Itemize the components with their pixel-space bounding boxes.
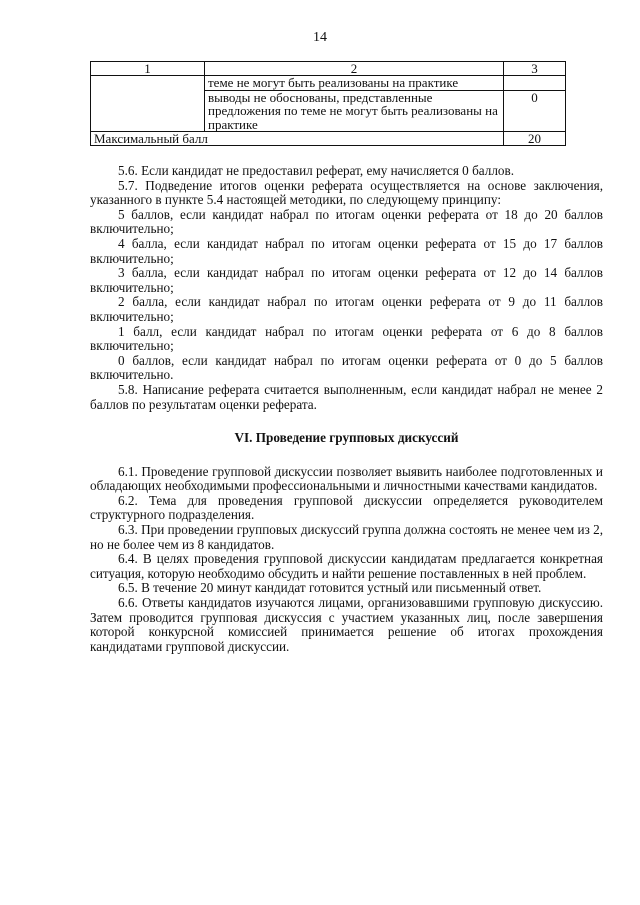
table-header-cell: 1 (91, 62, 205, 76)
table-row (91, 76, 566, 90)
scale-item-1: 1 балл, если кандидат набрал по итогам оценки реферата от 6 до 8 баллов включительно; (90, 323, 603, 354)
paragraph-6-3: 6.3. При проведении групповых дискуссий группа должна состоять не менее чем из 2, но не более чем из 8 кандидатов. (90, 522, 603, 552)
paragraph-6-2: 6.2. Тема для проведения групповой дискуссии определяется руководителем структурного подразделения. (90, 492, 603, 523)
table-header-row (91, 62, 566, 76)
paragraph-6-1: 6.1. Проведение групповой дискуссии позволяет выявить наиболее подготовленных и обладающих необходимыми профессиональными и личностными качествами кандидатов. (90, 463, 603, 494)
table-total-row (91, 132, 566, 146)
paragraph-5-6: 5.6. Если кандидат не предоставил реферат, ему начисляется 0 баллов. (118, 163, 515, 178)
score-table (90, 61, 566, 146)
page-number: 14 (313, 30, 327, 45)
table-cell (504, 76, 566, 90)
document-body (90, 164, 603, 654)
max-score-label: Максимальный балл (91, 132, 504, 146)
table-cell: выводы не обоснованы, представленные предложения по теме не могут быть реализованы на практике (205, 90, 504, 131)
paragraph-6-4: 6.4. В целях проведения групповой дискуссии кандидатам предлагается конкретная ситуация, которую необходимо обсудить и найти решение поставленных в ней проблем. (90, 551, 603, 581)
scale-item-5: 5 баллов, если кандидат набрал по итогам оценки реферата от 18 до 20 баллов включительно; (90, 206, 603, 237)
scale-item-4: 4 балла, если кандидат набрал по итогам оценки реферата от 15 до 17 баллов включительно; (90, 235, 603, 266)
paragraph-6-6: 6.6. Ответы кандидатов изучаются лицами, организовавшими групповую дискуссию. Затем проводится групповая дискуссия с участием указанных лиц, после завершения которой конкурсной комиссией принимается решение об итогах прохождения кандидатами групповой дискуссии. (90, 595, 603, 654)
table-header-cell: 2 (205, 62, 504, 76)
scale-item-0: 0 баллов, если кандидат набрал по итогам оценки реферата от 0 до 5 баллов включительно. (90, 352, 603, 383)
scale-item-3: 3 балла, если кандидат набрал по итогам оценки реферата от 12 до 14 баллов включительно; (90, 265, 603, 295)
table-header-cell: 3 (504, 62, 566, 76)
table-cell: 0 (504, 90, 566, 131)
paragraph-6-5: 6.5. В течение 20 минут кандидат готовится устный или письменный ответ. (118, 580, 542, 596)
section-heading: VI. Проведение групповых дискуссий (234, 430, 459, 446)
paragraph-5-8: 5.8. Написание реферата считается выполненным, если кандидат набрал не менее 2 баллов по результатам оценки реферата. (90, 381, 603, 412)
table-cell: теме не могут быть реализованы на практике (205, 76, 504, 90)
paragraph-5-7: 5.7. Подведение итогов оценки реферата осуществляется на основе заключения, указанного в пункте 5.4 настоящей методики, по следующему принципу: (90, 177, 603, 208)
max-score-value: 20 (504, 132, 566, 146)
scale-item-2: 2 балла, если кандидат набрал по итогам оценки реферата от 9 до 11 баллов включительно; (90, 294, 603, 324)
table-cell-empty (91, 76, 205, 132)
